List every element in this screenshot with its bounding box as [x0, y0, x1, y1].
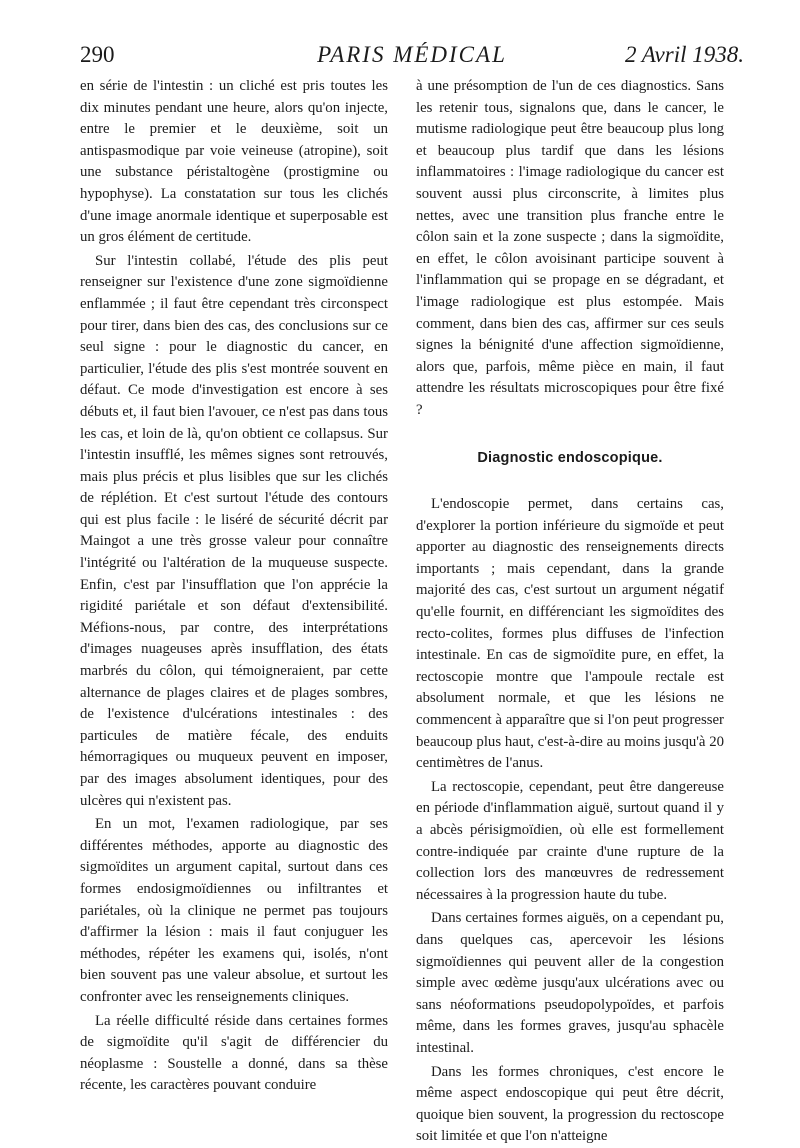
paragraph: Sur l'intestin collabé, l'étude des plis peut renseigner sur l'existence d'une zone sigmoïdienne enflammée ; il faut être cependant très circonspect pour tirer, dans bien des cas, des conclusions sur ce seul signe : pour le diagnostic du cancer, en particulier, l'étude des plis s'est montrée souvent en défaut. Ce mode d'investigation est encore à ses débuts et, il faut bien l'avouer, ce n'est pas dans tous les cas, et loin de là, qu'on obtient ce collapsus. Sur l'intestin insufflé, les mêmes signes sont retrouvés, mais plus précis et plus lisibles que sur les clichés de réplétion. Et c'est surtout l'étude des contours qui est plus facile : le liséré de sécurité décrit par Maingot a une très grosse valeur pour connaître l'intégrité ou l'altération de la muqueuse suspecte. Enfin, c'est par l'insufflation que l'on apprécie la rigidité pariétale et son défaut d'extensibilité. Méfions-nous, par contre, des interprétations d'images nuageuses après insufflation, des états marbrés du côlon, qui témoigneraient, par cette alternance de plages claires et de plages sombres, de l'existence d'ulcérations intestinales : des particules de matière fécale, des enduits hémorragiques ou muqueux peuvent en imposer, par des images absolument identiques, pour des ulcères qui n'existent pas. — [80, 252, 388, 809]
issue-date: 2 Avril 1938. — [624, 42, 744, 67]
page-number: 290 — [80, 42, 115, 67]
section-heading: Diagnostic endoscopique. — [477, 449, 663, 466]
right-column — [416, 76, 724, 1148]
paragraph: Dans certaines formes aiguës, on a cependant pu, dans quelques cas, apercevoir les lésions sigmoïdiennes qui peuvent aller de la congestion simple avec œdème jusqu'aux ulcérations avec ou sans néoformations pseudopolypoïdes, et parfois même, dans les formes graves, jusqu'au sphacèle intestinal. — [416, 910, 724, 1056]
paragraph: en série de l'intestin : un cliché est pris toutes les dix minutes pendant une heure, alors qu'on injecte, entre le premier et le deuxième, soit un antispasmodique par voie veineuse (atropine), soit une substance péristaltogène (prostigmine ou hypophyse). La constatation sur tous les clichés d'une image anormale identique et superposable est un gros élément de certitude. — [80, 78, 388, 246]
journal-title: PARIS MÉDICAL — [317, 42, 507, 67]
paragraph: Dans les formes chroniques, c'est encore le même aspect endoscopique qui peut être décrit, quoique bien souvent, la progression du rectoscope soit limitée et que l'on n'atteigne — [416, 1063, 724, 1145]
paragraph: L'endoscopie permet, dans certains cas, d'explorer la portion inférieure du sigmoïde et peut apporter au diagnostic des renseignements directs importants ; mais cependant, dans la grande majorité des cas, c'est surtout un argument négatif qu'elle fournit, en différenciant les sigmoïdites des recto-colites, formes plus diffuses de l'infection intestinale. En cas de sigmoïdite pure, en effet, la rectoscopie montre que l'ampoule rectale est absolument normale, et que les lésions ne commencent à apparaître que si l'on peut progresser beaucoup plus haut, c'est-à-dire au moins jusqu'à 20 centimètres de l'anus. — [416, 496, 724, 772]
running-header — [80, 42, 744, 72]
paragraph: La réelle difficulté réside dans certaines formes de sigmoïdite qu'il s'agit de différencier du néoplasme : Soustelle a donné, dans sa thèse récente, les caractères pouvant conduire — [80, 1012, 388, 1094]
paragraph: La rectoscopie, cependant, peut être dangereuse en période d'inflammation aiguë, surtout quand il y a abcès périsigmoïdien, où elle est formellement contre-indiquée par crainte d'une rupture de la collection lors des manœuvres de redressement nécessaires à la progression haute du tube. — [416, 778, 724, 903]
paragraph: à une présomption de l'un de ces diagnostics. Sans les retenir tous, signalons que, dans le cancer, le mutisme radiologique peut être beaucoup plus long et beaucoup plus tardif que dans les lésions inflammatoires : l'image radiologique du cancer est souvent aussi plus circonscrite, à limites plus nettes, avec une transition plus franche entre le côlon sain et la zone suspecte ; dans la sigmoïdite, en effet, le côlon avoisinant participe souvent à l'inflammation qui se propage en se dégradant, et l'image radiologique est plus estompée. Mais comment, dans bien des cas, affirmer sur ces seuls signes la bénignité d'une affection sigmoïdienne, alors que, parfois, même pièce en main, il faut attendre les résultats microscopiques pour être fixé ? — [416, 78, 724, 418]
left-column — [80, 76, 388, 1097]
paragraph: En un mot, l'examen radiologique, par ses différentes méthodes, apporte au diagnostic des sigmoïdites un argument capital, surtout dans ces formes endosigmoïdiennes ou infiltrantes et pariétales, où la clinique ne permet pas toujours d'affirmer la lésion : mais il faut conjuguer les méthodes, répéter les examens qui, isolés, n'ont bien souvent pas une valeur absolue, et surtout les confronter avec les renseignements cliniques. — [80, 816, 388, 1005]
